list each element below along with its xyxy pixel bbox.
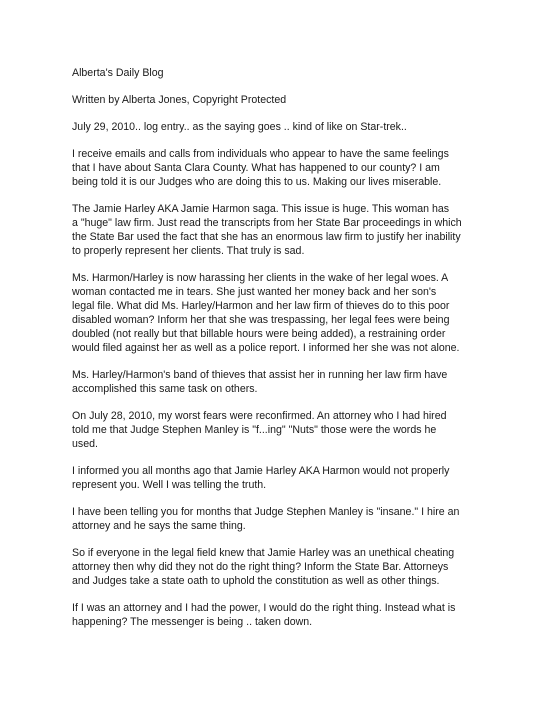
paragraph bbox=[72, 546, 502, 588]
paragraph-line: attorney then why did they not do the right thing? Inform the State Bar. Attorneys bbox=[72, 561, 449, 573]
paragraph-line: disabled woman? Inform her that she was trespassing, her legal fees were being bbox=[72, 314, 450, 326]
paragraph-line: to properly represent her clients. That truly is sad. bbox=[72, 245, 305, 257]
paragraph-line: Ms. Harmon/Harley is now harassing her clients in the wake of her legal woes. A bbox=[72, 272, 449, 284]
paragraph bbox=[72, 464, 502, 492]
paragraphs bbox=[72, 120, 502, 629]
paragraph-line: attorney and he says the same thing. bbox=[72, 520, 246, 532]
paragraph bbox=[72, 409, 502, 451]
paragraph-line: So if everyone in the legal field knew that Jamie Harley was an unethical cheating bbox=[72, 547, 455, 559]
paragraph-line: I informed you all months ago that Jamie Harley AKA Harmon would not properly bbox=[72, 465, 450, 477]
paragraph-line: If I was an attorney and I had the power, I would do the right thing. Instead what is bbox=[72, 602, 456, 614]
paragraph bbox=[72, 120, 502, 134]
paragraph bbox=[72, 147, 502, 189]
paragraph bbox=[72, 368, 502, 396]
byline-text: Written by Alberta Jones, Copyright Protected bbox=[72, 94, 287, 106]
paragraph-line: a "huge" law firm. Just read the transcripts from her State Bar proceedings in which bbox=[72, 217, 462, 229]
paragraph-line: Ms. Harley/Harmon's band of thieves that assist her in running her law firm have bbox=[72, 369, 448, 381]
paragraph-line: I have been telling you for months that Judge Stephen Manley is "insane." I hire an bbox=[72, 506, 460, 518]
blog-title-text: Alberta's Daily Blog bbox=[72, 67, 164, 79]
paragraph-line: accomplished this same task on others. bbox=[72, 383, 258, 395]
paragraph bbox=[72, 271, 502, 355]
paragraph bbox=[72, 202, 502, 258]
paragraph-line: and Judges take a state oath to uphold the constitution as well as other things. bbox=[72, 575, 440, 587]
byline bbox=[72, 93, 502, 107]
blog-title bbox=[72, 66, 502, 80]
paragraph-line: The Jamie Harley AKA Jamie Harmon saga. This issue is huge. This woman has bbox=[72, 203, 450, 215]
paragraph-line: happening? The messenger is being .. taken down. bbox=[72, 616, 313, 628]
paragraph-line: I receive emails and calls from individuals who appear to have the same feelings bbox=[72, 148, 449, 160]
paragraph-line: woman contacted me in tears. She just wanted her money back and her son's bbox=[72, 286, 437, 298]
paragraph-line: that I have about Santa Clara County. What has happened to our county? I am bbox=[72, 162, 440, 174]
document-body bbox=[72, 66, 502, 642]
paragraph bbox=[72, 601, 502, 629]
paragraph-line: the State Bar used the fact that she has an enormous law firm to justify her inability bbox=[72, 231, 461, 243]
paragraph-line: On July 28, 2010, my worst fears were reconfirmed. An attorney who I had hired bbox=[72, 410, 447, 422]
paragraph-line: doubled (not really but that billable hours were being added), a restraining order bbox=[72, 328, 446, 340]
paragraph-line: used. bbox=[72, 438, 98, 450]
paragraph-line: represent you. Well I was telling the truth. bbox=[72, 479, 267, 491]
paragraph-line: told me that Judge Stephen Manley is "f...ing" "Nuts" those were the words he bbox=[72, 424, 437, 436]
paragraph-line: being told it is our Judges who are doing this to us. Making our lives miserable. bbox=[72, 176, 442, 188]
paragraph bbox=[72, 505, 502, 533]
paragraph-line: legal file. What did Ms. Harley/Harmon and her law firm of thieves do to this poor bbox=[72, 300, 450, 312]
paragraph-line: July 29, 2010.. log entry.. as the saying goes .. kind of like on Star-trek.. bbox=[72, 121, 407, 133]
paragraph-line: would filed against her as well as a police report. I informed her she was not alone. bbox=[72, 342, 460, 354]
